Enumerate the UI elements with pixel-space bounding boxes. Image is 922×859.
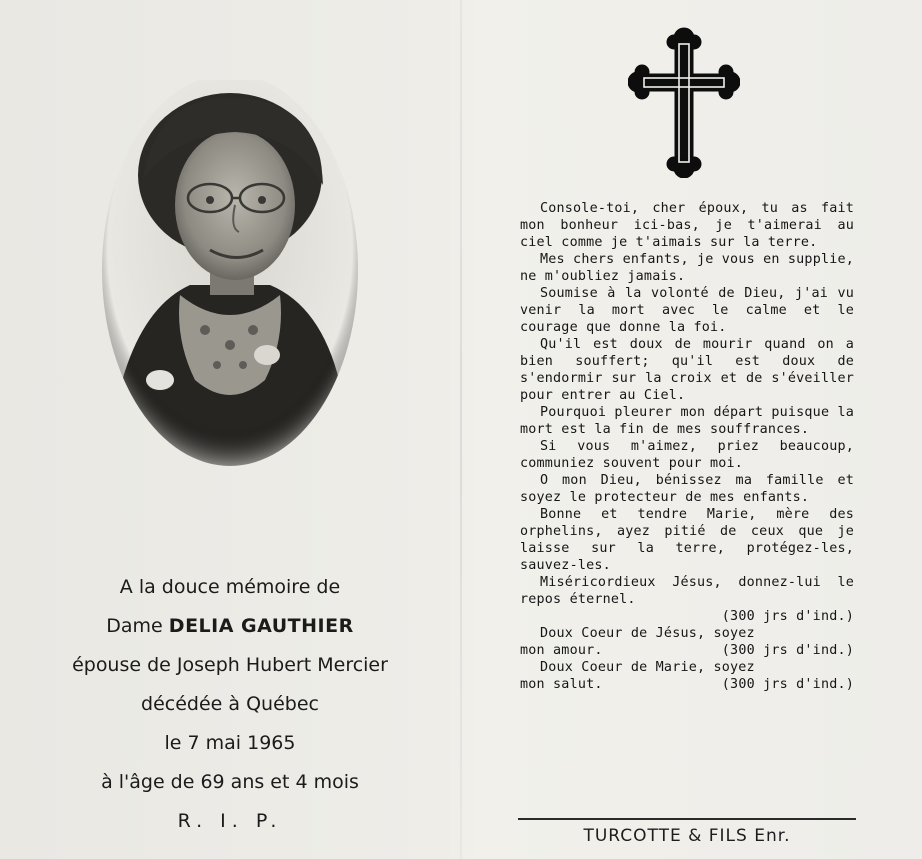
prayer-2-line-1: Doux Coeur de Jésus, soyez [540, 626, 755, 641]
death-date: le 7 mai 1965 [164, 732, 296, 754]
stanza-4: Qu'il est doux de mourir quand on a bien souffert; qu'il est doux de s'endormir sur la croix et de s'éveiller pour entrer au Ciel. [520, 337, 854, 403]
spouse-line: épouse de Joseph Hubert Mercier [72, 654, 388, 676]
stanza-9: Miséricordieux Jésus, donnez-lui le repos éternel. [520, 575, 854, 607]
portrait-photo [95, 80, 365, 480]
stanza-8: Bonne et tendre Marie, mère des orphelins, ayez pitié de ceux que je laisse sur la terre, protégez-les, sauvez-les. [520, 507, 854, 573]
stanza-5: Pourquoi pleurer mon départ puisque la mort est la fin de mes souffrances. [520, 405, 854, 437]
cross-icon [628, 26, 740, 178]
deceased-title: Dame [106, 615, 163, 637]
indulgence-1: (300 jrs d'ind.) [721, 609, 854, 624]
footer-divider [518, 818, 856, 820]
stanza-2: Mes chers enfants, je vous en supplie, ne m'oubliez jamais. [520, 252, 854, 284]
death-place: décédée à Québec [141, 693, 319, 715]
printer-credit: TURCOTTE & FILS Enr. [583, 826, 791, 846]
memorial-dedication: A la douce mémoire de [119, 576, 341, 598]
prayer-3-text: mon salut. [520, 677, 603, 692]
card-fold [460, 0, 462, 859]
indulgence-2: (300 jrs d'ind.) [721, 643, 854, 658]
stanza-6: Si vous m'aimez, priez beaucoup, communiez souvent pour moi. [520, 439, 854, 471]
indulgence-3: (300 jrs d'ind.) [721, 677, 854, 692]
deceased-name: DELIA GAUTHIER [168, 615, 354, 637]
rip-text: R. I. P. [177, 810, 283, 832]
stanza-3: Soumise à la volonté de Dieu, j'ai vu venir la mort avec le calme et le courage que donne la foi. [520, 286, 854, 335]
prayer-3-line-1: Doux Coeur de Marie, soyez [540, 660, 755, 675]
prayer-2-line-2 [520, 642, 854, 659]
memorial-text [0, 568, 460, 841]
deceased-name-line [0, 607, 460, 646]
age-at-death: à l'âge de 69 ans et 4 mois [101, 771, 359, 793]
prayer-3-line-2 [520, 676, 854, 693]
stanza-1: Console-toi, cher époux, tu as fait mon bonheur ici-bas, je t'aimerai au ciel comme je t'aimais sur la terre. [520, 201, 854, 250]
prayer-text [520, 200, 854, 693]
stanza-7: O mon Dieu, bénissez ma famille et soyez le protecteur de mes enfants. [520, 473, 854, 505]
prayer-2-text: mon amour. [520, 643, 603, 658]
